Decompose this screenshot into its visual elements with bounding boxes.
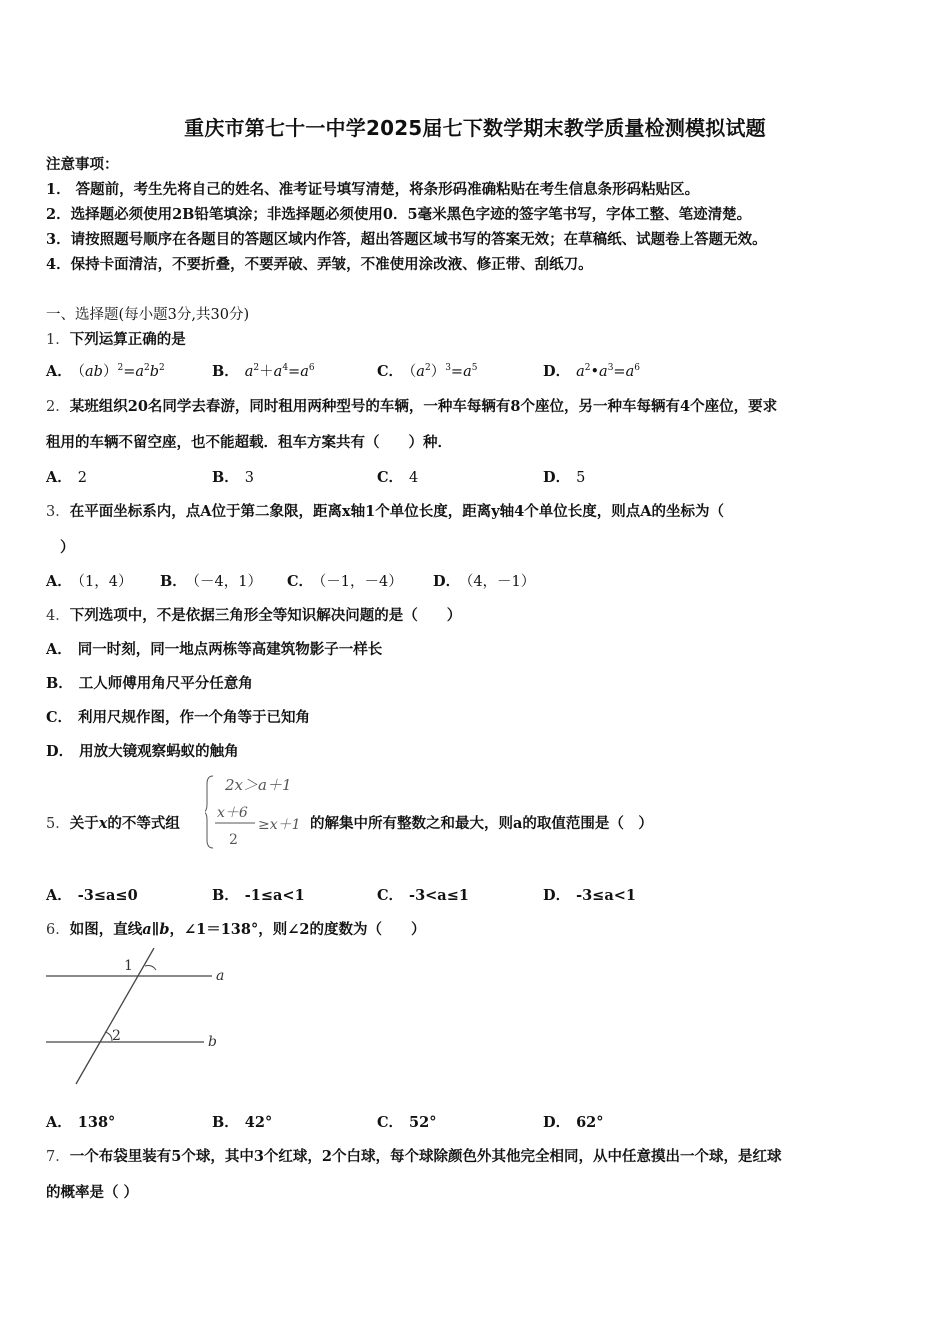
transversal: [76, 948, 154, 1084]
question-text: 下列运算正确的是: [69, 331, 186, 348]
q2-option-c[interactable]: C． 4: [377, 469, 419, 486]
parallel-lines-figure: [42, 948, 242, 1088]
fraction-numerator: x＋6: [217, 805, 248, 821]
q1-option-b[interactable]: B． $a^2+a^4=a^6$: [212, 363, 315, 380]
q5-option-a[interactable]: A． -3≤a≤0: [46, 887, 138, 904]
q5-option-b[interactable]: B． -1≤a<1: [212, 887, 305, 904]
q4-option-d[interactable]: D． 用放大镜观察蚂蚁的触角: [46, 743, 239, 760]
q6-option-b[interactable]: B． 42°: [212, 1114, 273, 1131]
question-number: 1．: [46, 332, 70, 348]
notice-item-1: 1． 答题前，考生先将自己的姓名、准考证号填写清楚，将条形码准确粘贴在考生信息条形码粘贴区。: [46, 181, 700, 198]
q6-option-c[interactable]: C． 52°: [377, 1114, 437, 1131]
angle-1-label: 1: [124, 958, 133, 974]
q4-option-c[interactable]: C． 利用尺规作图，作一个角等于已知角: [46, 709, 311, 726]
question-4: 4．下列选项中，不是依据三角形全等知识解决问题的是（ ）: [46, 607, 462, 624]
question-7: 7．一个布袋里装有5个球，其中3个红球，2个白球，每个球除颜色外其他完全相同，从中任意摸出一个球，是红球: [46, 1148, 782, 1165]
notice-item-2: 2．选择题必须使用2B铅笔填涂；非选择题必须使用0．5毫米黑色字迹的签字笔书写，字体工整、笔迹清楚。: [46, 206, 752, 223]
angle-1-arc: [145, 966, 156, 971]
question-3-cont: ）: [60, 539, 75, 556]
q6-option-d[interactable]: D． 62°: [543, 1114, 604, 1131]
q4-option-b[interactable]: B． 工人师傅用角尺平分任意角: [46, 675, 253, 692]
question-5-cont: 的解集中所有整数之和最大，则a的取值范围是（ ）: [310, 815, 653, 832]
q6-option-a[interactable]: A． 138°: [46, 1114, 116, 1131]
q2-option-b[interactable]: B． 3: [212, 469, 254, 486]
line-b-label: b: [208, 1034, 217, 1050]
inequality-rhs: ≥x＋1: [258, 817, 301, 833]
q2-option-a[interactable]: A． 2: [46, 469, 87, 486]
q3-option-c[interactable]: C． （－1，－4）: [287, 573, 403, 590]
section-heading: 一、选择题(每小题3分,共30分): [46, 307, 250, 323]
angle-2-arc: [105, 1032, 112, 1041]
q5-option-c[interactable]: C． -3<a≤1: [377, 887, 469, 904]
notice-item-4: 4．保持卡面清洁，不要折叠，不要弄破、弄皱，不准使用涂改液、修正带、刮纸刀。: [46, 256, 593, 273]
fraction-denominator: 2: [229, 832, 238, 848]
question-2: 2．某班组织20名同学去春游，同时租用两种型号的车辆，一种车每辆有8个座位，另一种车每辆有4个座位，要求: [46, 398, 778, 415]
inequality-line-1: 2x＞a＋1: [225, 776, 292, 794]
angle-2-label: 2: [112, 1028, 121, 1044]
q4-option-a[interactable]: A． 同一时刻，同一地点两栋等高建筑物影子一样长: [46, 641, 383, 658]
notice-item-3: 3．请按照题号顺序在各题目的答题区域内作答，超出答题区域书写的答案无效；在草稿纸、试题卷上答题无效。: [46, 231, 767, 248]
inequality-system: [205, 772, 315, 852]
page-title: 重庆市第七十一中学2025届七下数学期末教学质量检测模拟试题: [184, 116, 766, 140]
q5-option-d[interactable]: D． -3≤a<1: [543, 887, 636, 904]
q1-option-c[interactable]: C． $(a^2)^3=a^5$: [377, 363, 478, 380]
q3-option-a[interactable]: A． （1，4）: [46, 573, 133, 590]
q3-option-d[interactable]: D． （4，－1）: [433, 573, 536, 590]
q1-option-d[interactable]: D． $a^2•a^3=a^6$: [543, 363, 640, 380]
question-5: 5．关于x的不等式组: [46, 815, 180, 832]
q3-option-b[interactable]: B． （－4，1）: [160, 573, 262, 590]
question-6: 6．如图，直线a∥b，∠1＝138°，则∠2的度数为（ ）: [46, 921, 426, 938]
question-2-cont: 租用的车辆不留空座，也不能超载．租车方案共有（ ）种．: [46, 434, 452, 451]
notice-heading: 注意事项：: [46, 156, 119, 173]
question-7-cont: 的概率是（ ）: [46, 1184, 139, 1201]
question-3: 3．在平面坐标系内，点A位于第二象限，距离x轴1个单位长度，距离y轴4个单位长度，则点A的坐标为（: [46, 503, 724, 520]
question-1: [46, 328, 186, 349]
q1-option-a[interactable]: A． $(ab)^2=a^2b^2$: [46, 363, 165, 380]
line-a-label: a: [216, 968, 225, 984]
q2-option-d[interactable]: D． 5: [543, 469, 586, 486]
